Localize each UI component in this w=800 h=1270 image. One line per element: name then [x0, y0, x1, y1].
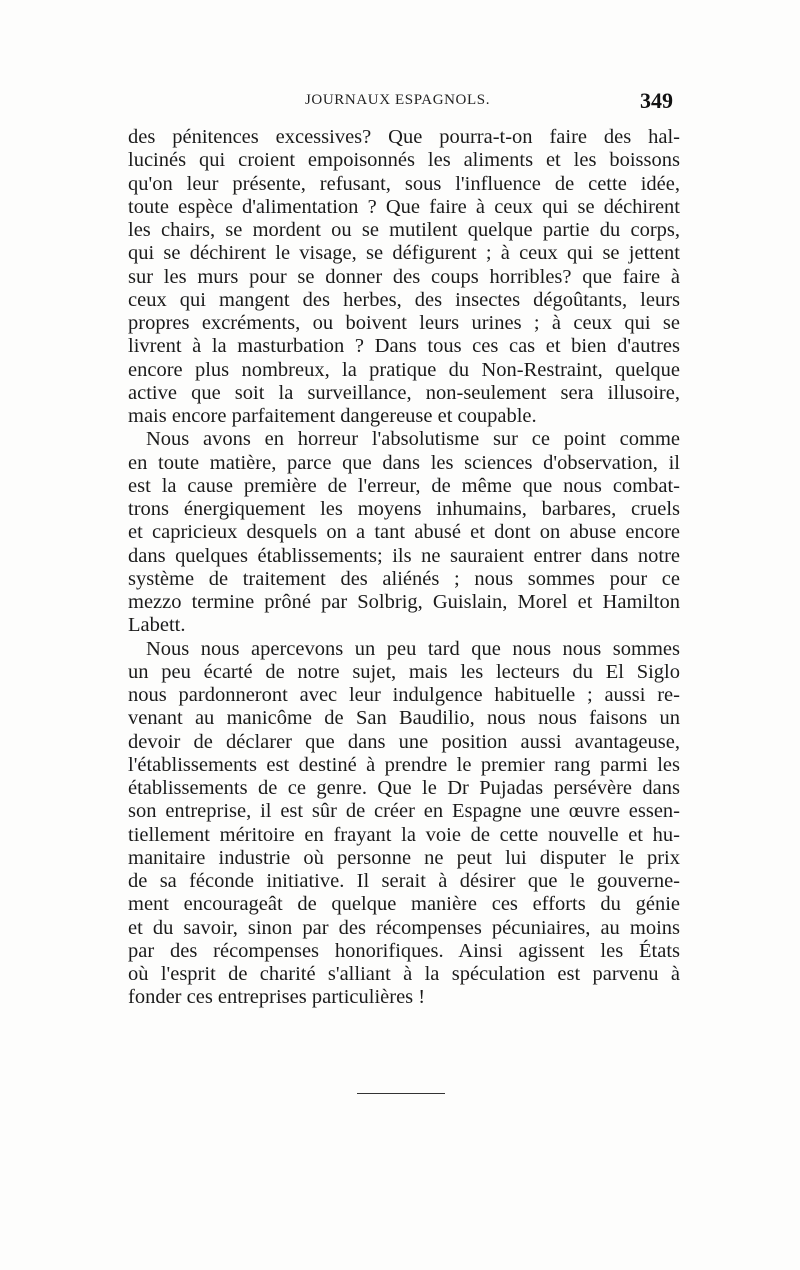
- text-line: et du savoir, sinon par des récompenses pécuniaires, au moins: [128, 916, 680, 939]
- text-line: l'établissements est destiné à prendre le premier rang parmi les: [128, 753, 680, 776]
- text-line: système de traitement des aliénés ; nous sommes pour ce: [128, 567, 680, 590]
- text-line: Nous avons en horreur l'absolutisme sur ce point comme: [146, 428, 680, 451]
- text-line: dans quelques établissements; ils ne sauraient entrer dans notre: [128, 544, 680, 567]
- text-line: des pénitences excessives? Que pourra-t-on faire des hal-: [128, 126, 680, 148]
- text-line: venant au manicôme de San Baudilio, nous nous faisons un: [128, 707, 680, 730]
- text-line: lucinés qui croient empoisonnés les aliments et les boissons: [128, 149, 680, 172]
- text-line: en toute matière, parce que dans les sciences d'observation, il: [128, 451, 680, 474]
- text-line: devoir de déclarer que dans une position aussi avantageuse,: [128, 730, 680, 753]
- text-line: et capricieux desquels on a tant abusé et dont on abuse encore: [128, 521, 680, 544]
- text-line: son entreprise, il est sûr de créer en Espagne une œuvre essen-: [128, 800, 680, 823]
- text-line: mais encore parfaitement dangereuse et coupable.: [128, 405, 537, 427]
- text-line: Labett.: [128, 614, 186, 637]
- text-line: manitaire industrie où personne ne peut lui disputer le prix: [128, 846, 680, 869]
- text-line: les chairs, se mordent ou se mutilent quelque partie du corps,: [128, 219, 680, 241]
- text-line: toute espèce d'alimentation ? Que faire à ceux qui se déchirent: [128, 195, 680, 218]
- text-line: qu'on leur présente, refusant, sous l'influence de cette idée,: [128, 172, 680, 195]
- text-line: livrent à la masturbation ? Dans tous ces cas et bien d'autres: [128, 335, 680, 358]
- text-line: active que soit la surveillance, non-seulement sera illusoire,: [128, 381, 680, 404]
- text-line: encore plus nombreux, la pratique du Non-Restraint, quelque: [128, 358, 680, 381]
- text-line: où l'esprit de charité s'alliant à la spéculation est parvenu à: [128, 963, 680, 985]
- text-line: trons énergiquement les moyens inhumains, barbares, cruels: [128, 498, 680, 520]
- text-line: est la cause première de l'erreur, de même que nous combat-: [128, 474, 680, 497]
- text-line: Nous nous apercevons un peu tard que nous nous sommes: [146, 637, 680, 660]
- text-line: qui se déchirent le visage, se défigurent ; à ceux qui se jettent: [128, 242, 680, 265]
- text-line: établissements de ce genre. Que le Dr Pujadas persévère dans: [128, 777, 680, 799]
- text-line: de sa féconde initiative. Il serait à désirer que le gouverne-: [128, 870, 680, 892]
- text-line: tiellement méritoire en frayant la voie de cette nouvelle et hu-: [128, 823, 680, 846]
- page-number: 349: [640, 88, 673, 113]
- text-line: ceux qui mangent des herbes, des insectes dégoûtants, leurs: [128, 288, 680, 311]
- running-header: [130, 88, 675, 118]
- text-line: par des récompenses honorifiques. Ainsi agissent les États: [128, 939, 680, 962]
- text-line: sur les murs pour se donner des coups horribles? que faire à: [128, 265, 680, 288]
- text-line: mezzo termine prôné par Solbrig, Guislain, Morel et Hamilton: [128, 591, 680, 613]
- body-text: [128, 126, 680, 1010]
- text-line: fonder ces entreprises particulières !: [128, 986, 426, 1009]
- running-title: JOURNAUX ESPAGNOLS.: [305, 92, 491, 108]
- text-line: nous pardonneront avec leur indulgence habituelle ; aussi re-: [128, 684, 680, 706]
- text-line: un peu écarté de notre sujet, mais les lecteurs du El Siglo: [128, 660, 680, 683]
- closing-rule: [357, 1093, 445, 1094]
- text-line: propres excréments, ou boivent leurs urines ; à ceux qui se: [128, 312, 680, 334]
- text-line: ment encourageât de quelque manière ces efforts du génie: [128, 893, 680, 916]
